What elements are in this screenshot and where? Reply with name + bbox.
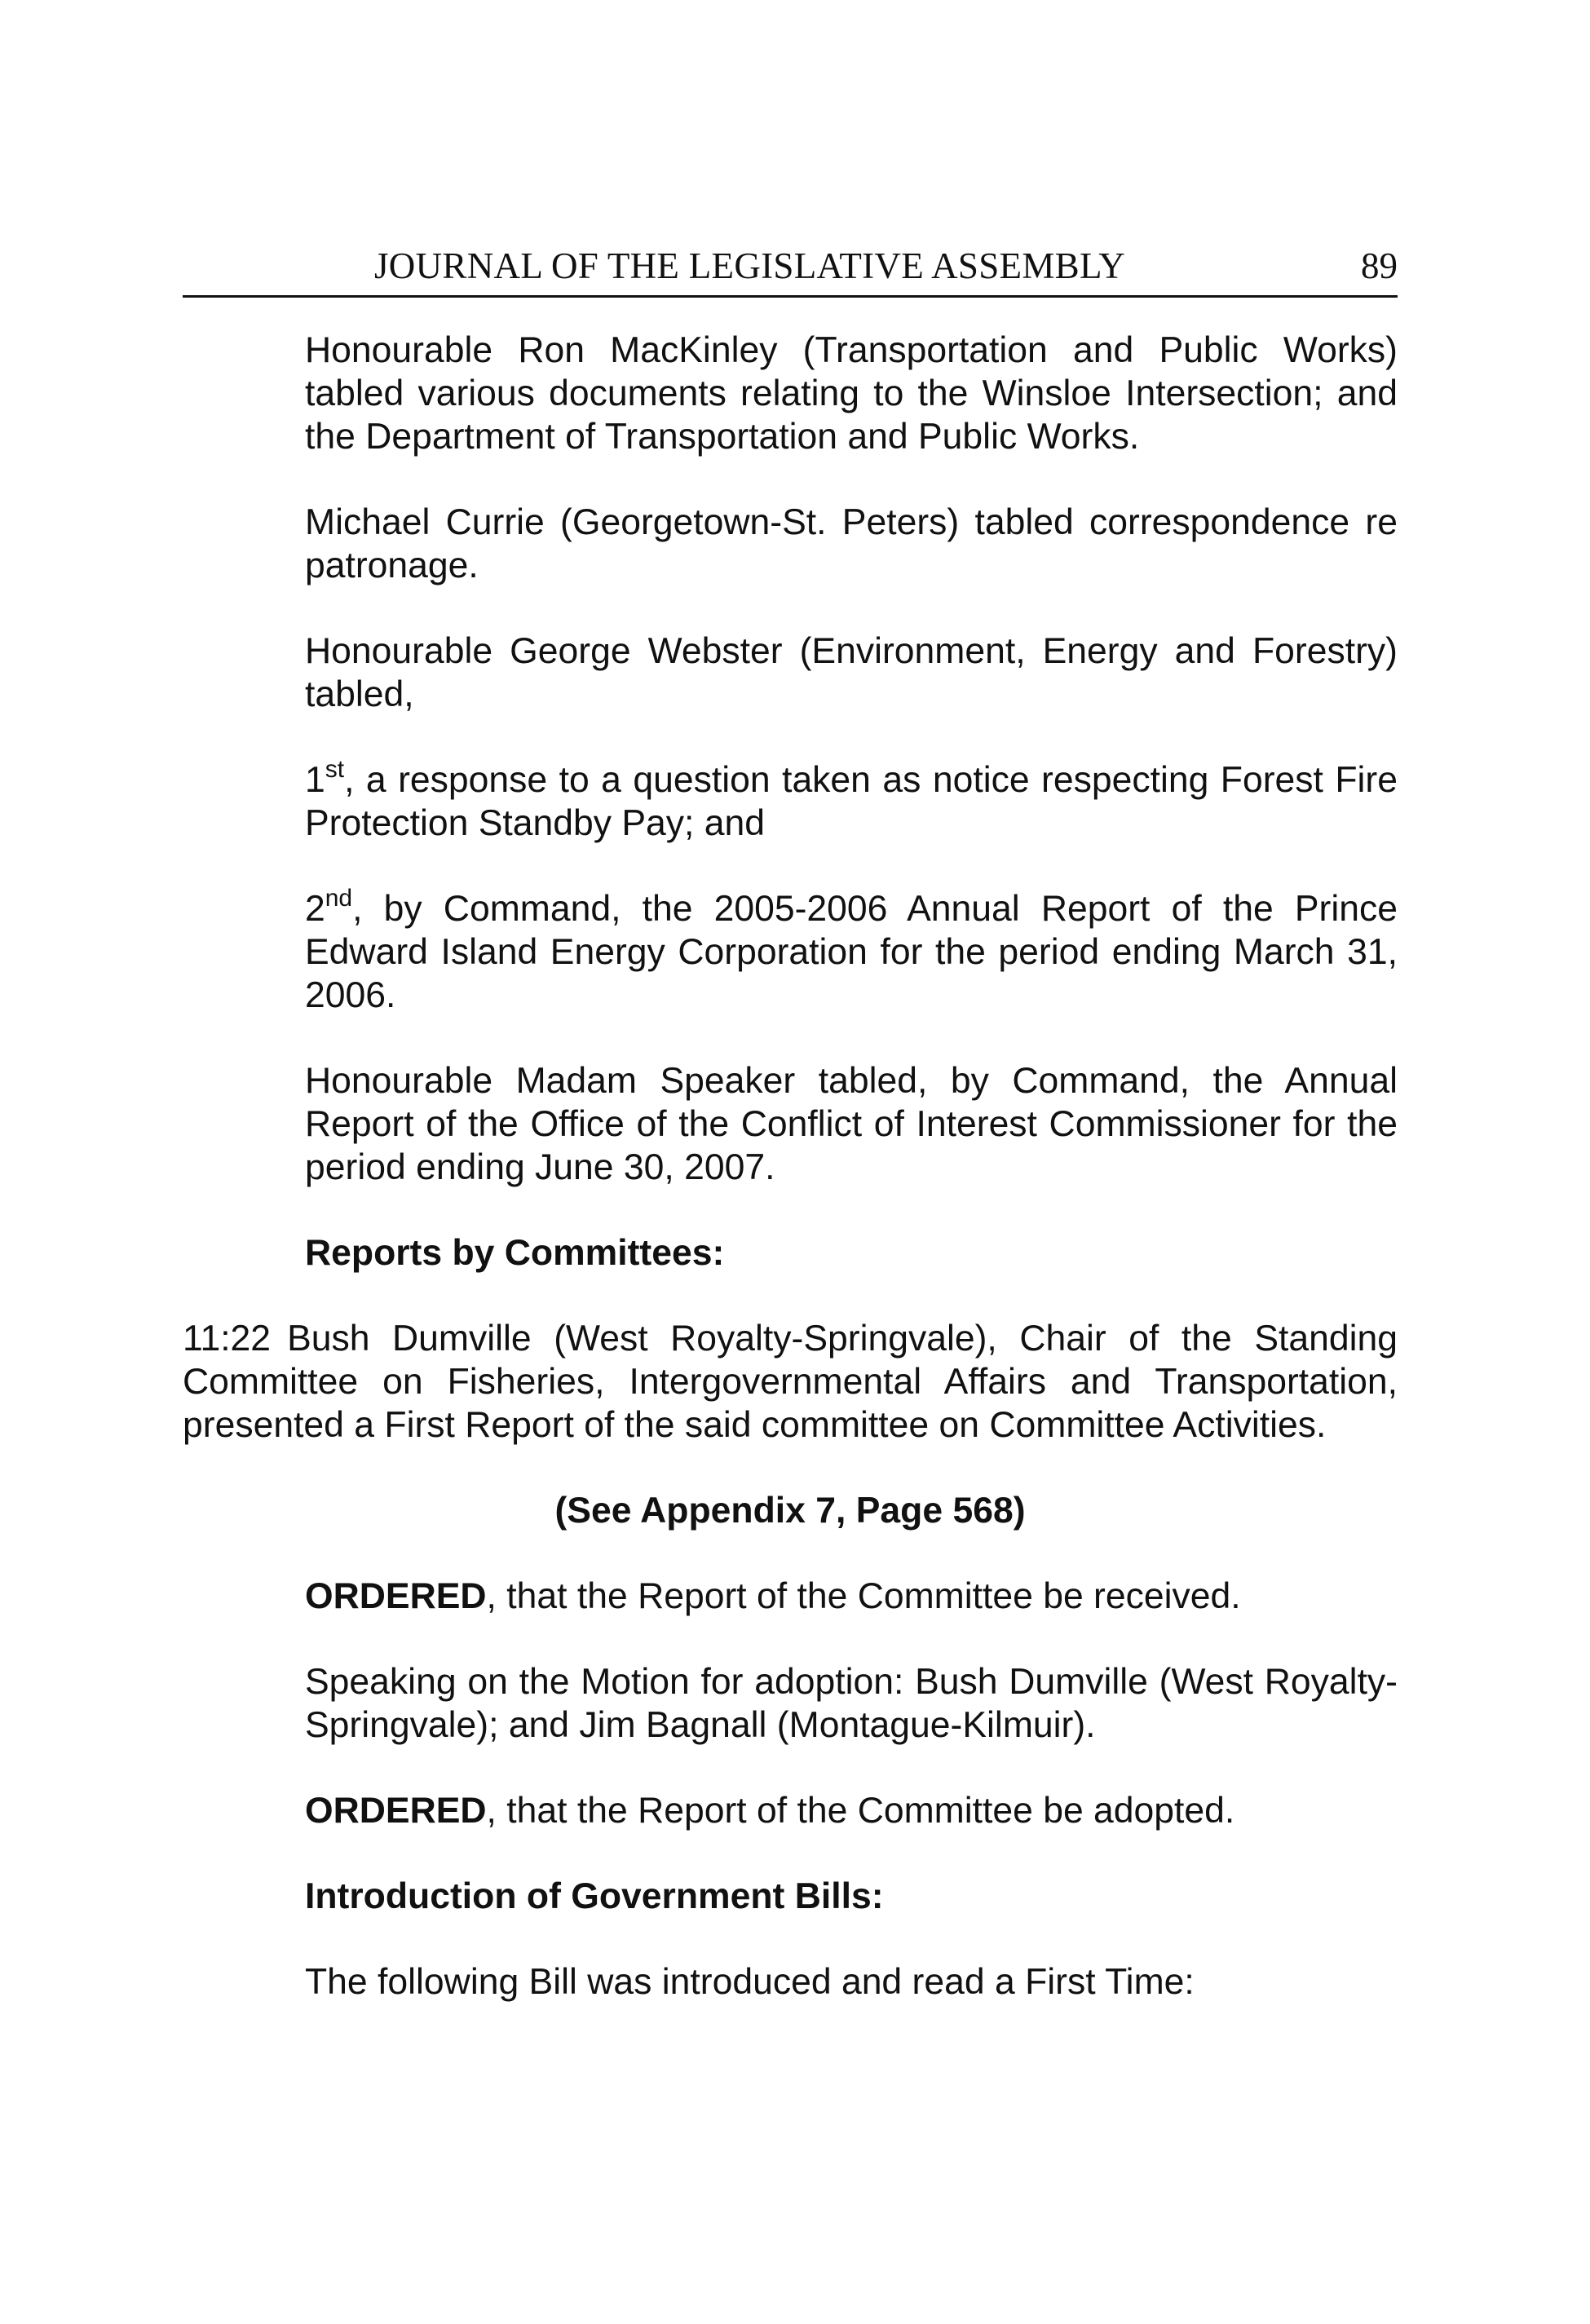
ordinal-suffix: nd	[325, 885, 353, 912]
ordinal-suffix: st	[325, 756, 345, 784]
section-heading-bills: Introduction of Government Bills:	[305, 1876, 884, 1916]
tabled-item-first	[305, 758, 1398, 845]
timestamp: 11:22	[183, 1319, 272, 1359]
item-text: , a response to a question taken as notice respecting Forest Fire Protection Standby Pay; and	[305, 760, 1398, 843]
tabled-webster-paragraph: Honourable George Webster (Environment, Energy and Forestry) tabled,	[305, 631, 1398, 714]
committee-report-paragraph	[183, 1317, 1398, 1447]
tabled-currie-paragraph: Michael Currie (Georgetown-St. Peters) tabled correspondence re patronage.	[305, 502, 1398, 585]
journal-body	[183, 329, 1398, 2046]
appendix-reference: (See Appendix 7, Page 568)	[554, 1491, 1026, 1531]
ordered-text: , that the Report of the Committee be adopted.	[486, 1791, 1235, 1831]
ordered-text: , that the Report of the Committee be received.	[486, 1576, 1241, 1616]
bills-intro-paragraph: The following Bill was introduced and read a First Time:	[305, 1962, 1195, 2002]
ordered-received-paragraph	[305, 1575, 1398, 1618]
speaking-motion-paragraph: Speaking on the Motion for adoption: Bush Dumville (West Royalty-Springvale); and Jim Bagnall (Montague-Kilmuir).	[305, 1662, 1398, 1745]
ordered-adopted-paragraph	[305, 1789, 1398, 1832]
item-text: , by Command, the 2005-2006 Annual Report of the Prince Edward Island Energy Corporation for the period ending March 31, 2006.	[305, 889, 1398, 1015]
journal-title: JOURNAL OF THE LEGISLATIVE ASSEMBLY	[374, 245, 1126, 286]
committee-report-text: Bush Dumville (West Royalty-Springvale), Chair of the Standing Committee on Fisheries, Intergovernmental Affairs and Transportation, presented a First Report of the said committee on Committee Activities.	[183, 1319, 1398, 1445]
tabled-speaker-paragraph: Honourable Madam Speaker tabled, by Command, the Annual Report of the Office of the Conflict of Interest Commissioner for the period ending June 30, 2007.	[305, 1061, 1398, 1187]
ordered-label: ORDERED	[305, 1791, 487, 1831]
section-heading-reports: Reports by Committees:	[305, 1233, 725, 1273]
tabled-macKinley-paragraph: Honourable Ron MacKinley (Transportation and Public Works) tabled various documents relating to the Winsloe Intersection; and the Department of Transportation and Public Works.	[305, 330, 1398, 457]
item-number: 1	[305, 760, 325, 800]
ordered-label: ORDERED	[305, 1576, 487, 1616]
running-header	[183, 243, 1398, 298]
tabled-item-second	[305, 887, 1398, 1017]
page-number: 89	[1361, 245, 1398, 286]
item-number: 2	[305, 889, 325, 929]
